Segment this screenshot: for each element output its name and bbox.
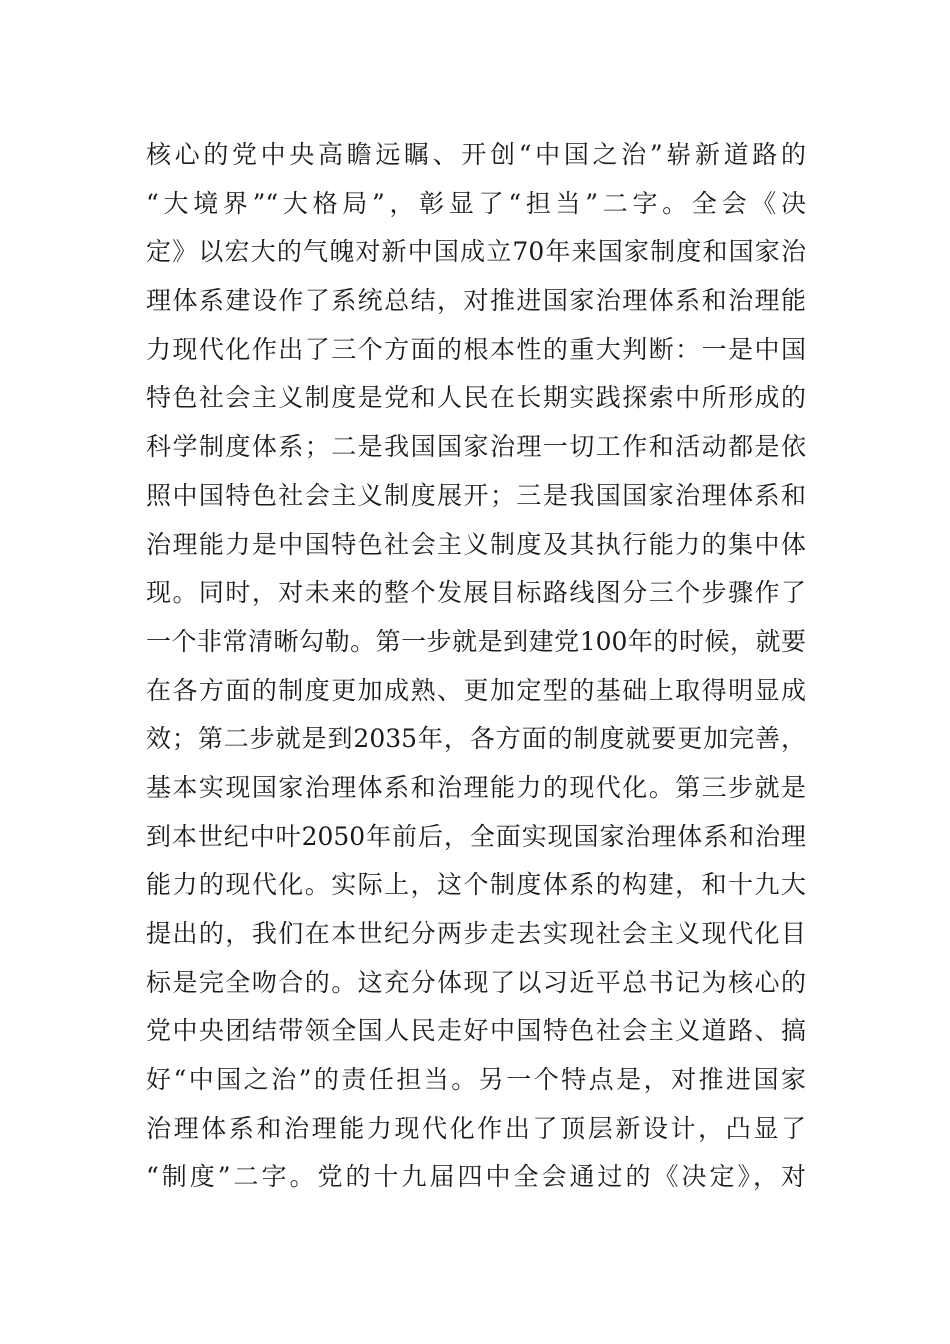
- text-line: 理体系建设作了系统总结，对推进国家治理体系和治理能: [146, 286, 806, 316]
- text-line: 好“中国之治”的责任担当。另一个特点是，对推进国家: [146, 1065, 806, 1095]
- text-line: 治理能力是中国特色社会主义制度及其执行能力的集中体: [146, 529, 806, 559]
- text-line: 核心的党中央高瞻远瞩、开创“中国之治”崭新道路的: [146, 140, 806, 169]
- text-line: 定》以宏大的气魄对新中国成立70年来国家制度和国家治: [146, 237, 806, 267]
- text-line: 在各方面的制度更加成熟、更加定型的基础上取得明显成: [146, 675, 806, 705]
- text-line: 治理体系和治理能力现代化作出了顶层新设计，凸显了: [146, 1113, 806, 1143]
- text-line: 力现代化作出了三个方面的根本性的重大判断：一是中国: [146, 334, 806, 364]
- body-paragraph: [146, 131, 806, 1202]
- text-line: 能力的现代化。实际上，这个制度体系的构建，和十九大: [146, 870, 806, 900]
- text-line: 照中国特色社会主义制度展开；三是我国国家治理体系和: [146, 480, 806, 510]
- text-line: 特色社会主义制度是党和人民在长期实践探索中所形成的: [146, 383, 806, 413]
- text-line: 基本实现国家治理体系和治理能力的现代化。第三步就是: [146, 772, 806, 802]
- text-line: “大境界”“大格局”，彰显了“担当”二字。全会《决: [146, 188, 806, 218]
- text-line: 科学制度体系；二是我国国家治理一切工作和活动都是依: [146, 432, 806, 462]
- text-line: “制度”二字。党的十九届四中全会通过的《决定》，对: [146, 1162, 806, 1192]
- text-line: 现。同时，对未来的整个发展目标路线图分三个步骤作了: [146, 578, 806, 608]
- text-line: 效；第二步就是到2035年，各方面的制度就要更加完善，: [146, 724, 806, 754]
- text-line: 党中央团结带领全国人民走好中国特色社会主义道路、搞: [146, 1016, 806, 1046]
- text-line: 提出的，我们在本世纪分两步走去实现社会主义现代化目: [146, 919, 806, 948]
- text-line: 标是完全吻合的。这充分体现了以习近平总书记为核心的: [146, 967, 806, 997]
- text-line: 到本世纪中叶2050年前后，全面实现国家治理体系和治理: [146, 821, 806, 851]
- text-line: 一个非常清晰勾勒。第一步就是到建党100年的时候，就要: [146, 626, 806, 656]
